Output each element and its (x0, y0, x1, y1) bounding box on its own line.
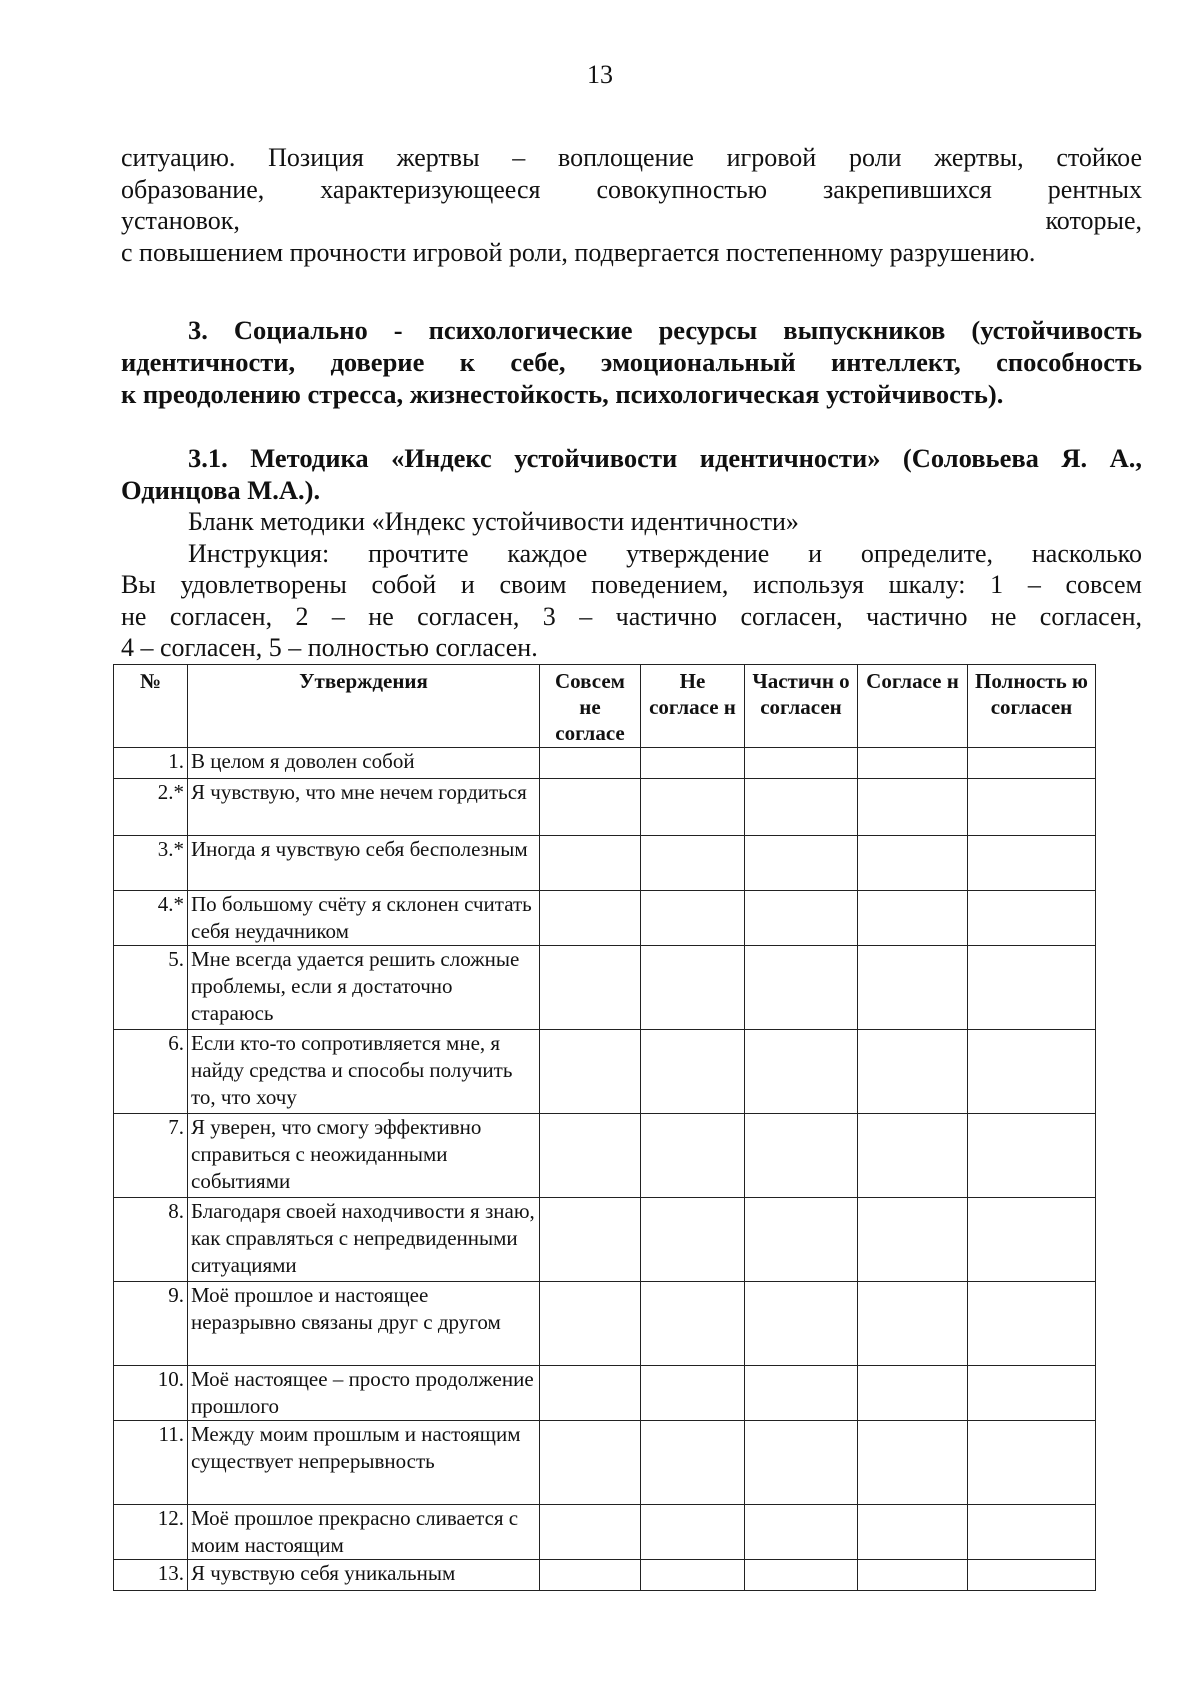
form-title: Бланк методики «Индекс устойчивости идентичности» (188, 507, 799, 536)
table-row (114, 1421, 1096, 1505)
answer-cell[interactable] (858, 891, 968, 946)
answer-cell[interactable] (641, 1198, 745, 1282)
text-fragment: установок, (121, 206, 240, 235)
answer-cell[interactable] (540, 748, 641, 779)
answer-cell[interactable] (858, 1198, 968, 1282)
row-number: 12. (114, 1505, 188, 1560)
answer-cell[interactable] (540, 1282, 641, 1366)
answer-cell[interactable] (745, 779, 858, 836)
instruction-block (121, 506, 1142, 664)
table-row (114, 1114, 1096, 1198)
row-statement: В целом я доволен собой (188, 748, 540, 779)
answer-cell[interactable] (745, 836, 858, 891)
table-row (114, 1282, 1096, 1366)
row-statement: Я уверен, что смогу эффективно справиться с неожиданными событиями (188, 1114, 540, 1198)
answer-cell[interactable] (858, 1505, 968, 1560)
answer-cell[interactable] (968, 1366, 1096, 1421)
row-number: 10. (114, 1366, 188, 1421)
answer-cell[interactable] (858, 836, 968, 891)
answer-cell[interactable] (540, 1560, 641, 1591)
answer-cell[interactable] (540, 1421, 641, 1505)
row-number: 13. (114, 1560, 188, 1591)
answer-cell[interactable] (745, 748, 858, 779)
answer-cell[interactable] (745, 1505, 858, 1560)
answer-cell[interactable] (968, 946, 1096, 1030)
instruction-line: Вы удовлетворены собой и своим поведением, используя шкалу: 1 – совсем (121, 570, 1142, 599)
row-statement: Я чувствую себя уникальным (188, 1560, 540, 1591)
answer-cell[interactable] (745, 1282, 858, 1366)
text-line: образование, характеризующееся совокупностью закрепившихся рентных (121, 174, 1142, 204)
answer-cell[interactable] (968, 1421, 1096, 1505)
answer-cell[interactable] (641, 1421, 745, 1505)
instruction-line: не согласен, 2 – не согласен, 3 – частично согласен, частично не согласен, (121, 601, 1142, 631)
answer-cell[interactable] (745, 946, 858, 1030)
header-agree: Согласе н (858, 665, 968, 748)
row-number: 9. (114, 1282, 188, 1366)
answer-cell[interactable] (641, 748, 745, 779)
text-fragment: которые, (1045, 206, 1142, 235)
answer-cell[interactable] (641, 779, 745, 836)
table-row (114, 1030, 1096, 1114)
table-row (114, 891, 1096, 946)
answer-cell[interactable] (968, 836, 1096, 891)
header-number: № (114, 665, 188, 748)
section-3-1-heading (121, 442, 1142, 506)
heading-line: Одинцова М.А.). (121, 475, 321, 505)
table-row (114, 1505, 1096, 1560)
answer-cell[interactable] (641, 946, 745, 1030)
row-number: 11. (114, 1421, 188, 1505)
answer-cell[interactable] (641, 1282, 745, 1366)
answer-cell[interactable] (540, 1114, 641, 1198)
table-row (114, 836, 1096, 891)
row-number: 2.* (114, 779, 188, 836)
answer-cell[interactable] (540, 1505, 641, 1560)
section-3-heading (121, 314, 1142, 410)
row-number: 1. (114, 748, 188, 779)
intro-paragraph (121, 142, 1142, 268)
answer-cell[interactable] (540, 946, 641, 1030)
answer-cell[interactable] (858, 748, 968, 779)
answer-cell[interactable] (641, 891, 745, 946)
answer-cell[interactable] (641, 1560, 745, 1591)
answer-cell[interactable] (745, 1421, 858, 1505)
answer-cell[interactable] (745, 1560, 858, 1591)
table-row (114, 946, 1096, 1030)
answer-cell[interactable] (641, 1030, 745, 1114)
answer-cell[interactable] (540, 1030, 641, 1114)
row-statement: По большому счёту я склонен считать себя неудачником (188, 891, 540, 946)
text-line: с повышением прочности игровой роли, подвергается постепенному разрушению. (121, 237, 1036, 267)
row-statement: Между моим прошлым и настоящим существует непрерывность (188, 1421, 540, 1505)
row-number: 8. (114, 1198, 188, 1282)
header-strongly-disagree: Совсем не согласе (540, 665, 641, 748)
heading-line: к преодолению стресса, жизнестойкость, психологическая устойчивость). (121, 379, 1004, 409)
page-number: 13 (587, 60, 613, 89)
row-statement: Я чувствую, что мне нечем гордиться (188, 779, 540, 836)
row-statement: Моё прошлое и настоящее неразрывно связаны друг с другом (188, 1282, 540, 1366)
answer-cell[interactable] (858, 1366, 968, 1421)
text-line: ситуацию. Позиция жертвы – воплощение игровой роли жертвы, стойкое (121, 143, 1142, 172)
answer-cell[interactable] (858, 779, 968, 836)
answer-cell[interactable] (858, 1114, 968, 1198)
text-line (121, 205, 1142, 237)
answer-cell[interactable] (641, 836, 745, 891)
answer-cell[interactable] (745, 1030, 858, 1114)
answer-cell[interactable] (745, 1366, 858, 1421)
instruction-line: 4 – согласен, 5 – полностью согласен. (121, 633, 538, 662)
answer-cell[interactable] (745, 1198, 858, 1282)
row-statement: Мне всегда удается решить сложные проблемы, если я достаточно стараюсь (188, 946, 540, 1030)
answer-cell[interactable] (858, 1421, 968, 1505)
answer-cell[interactable] (858, 1560, 968, 1591)
row-statement: Моё прошлое прекрасно сливается с моим настоящим (188, 1505, 540, 1560)
answer-cell[interactable] (641, 1114, 745, 1198)
answer-cell[interactable] (540, 779, 641, 836)
row-number: 5. (114, 946, 188, 1030)
heading-line: идентичности, доверие к себе, эмоциональный интеллект, способность (121, 347, 1142, 377)
row-statement: Если кто-то сопротивляется мне, я найду средства и способы получить то, что хочу (188, 1030, 540, 1114)
row-statement: Благодаря своей находчивости я знаю, как справляться с непредвиденными ситуациями (188, 1198, 540, 1282)
answer-cell[interactable] (745, 1114, 858, 1198)
answer-cell[interactable] (858, 946, 968, 1030)
header-partially-agree: Частичн о согласен (745, 665, 858, 748)
answer-cell[interactable] (858, 1030, 968, 1114)
table-row (114, 779, 1096, 836)
answer-cell[interactable] (968, 779, 1096, 836)
answer-cell[interactable] (968, 1030, 1096, 1114)
instruction-line: Инструкция: прочтите каждое утверждение и определите, насколько (188, 538, 1142, 568)
answer-cell[interactable] (540, 1366, 641, 1421)
heading-line: 3. Социально - психологические ресурсы выпускников (устойчивость (188, 315, 1142, 345)
answer-cell[interactable] (968, 1560, 1096, 1591)
table-row (114, 1560, 1096, 1591)
answer-cell[interactable] (540, 1198, 641, 1282)
heading-line: 3.1. Методика «Индекс устойчивости идентичности» (Соловьева Я. А., (188, 443, 1142, 473)
answer-cell[interactable] (858, 1282, 968, 1366)
table-body (114, 748, 1096, 1591)
answer-cell[interactable] (968, 891, 1096, 946)
answer-cell[interactable] (540, 891, 641, 946)
row-statement: Иногда я чувствую себя бесполезным (188, 836, 540, 891)
answer-cell[interactable] (968, 748, 1096, 779)
table-row (114, 748, 1096, 779)
questionnaire-table (113, 664, 1096, 1591)
answer-cell[interactable] (968, 1198, 1096, 1282)
row-number: 7. (114, 1114, 188, 1198)
row-number: 3.* (114, 836, 188, 891)
answer-cell[interactable] (968, 1114, 1096, 1198)
answer-cell[interactable] (540, 836, 641, 891)
answer-cell[interactable] (641, 1505, 745, 1560)
row-statement: Моё настоящее – просто продолжение прошлого (188, 1366, 540, 1421)
header-row (114, 665, 1096, 748)
answer-cell[interactable] (745, 891, 858, 946)
table-row (114, 1366, 1096, 1421)
answer-cell[interactable] (641, 1366, 745, 1421)
header-statements: Утверждения (188, 665, 540, 748)
table-row (114, 1198, 1096, 1282)
answer-cell[interactable] (968, 1505, 1096, 1560)
row-number: 4.* (114, 891, 188, 946)
answer-cell[interactable] (968, 1282, 1096, 1366)
row-number: 6. (114, 1030, 188, 1114)
header-fully-agree: Полность ю согласен (968, 665, 1096, 748)
header-disagree: Не согласе н (641, 665, 745, 748)
